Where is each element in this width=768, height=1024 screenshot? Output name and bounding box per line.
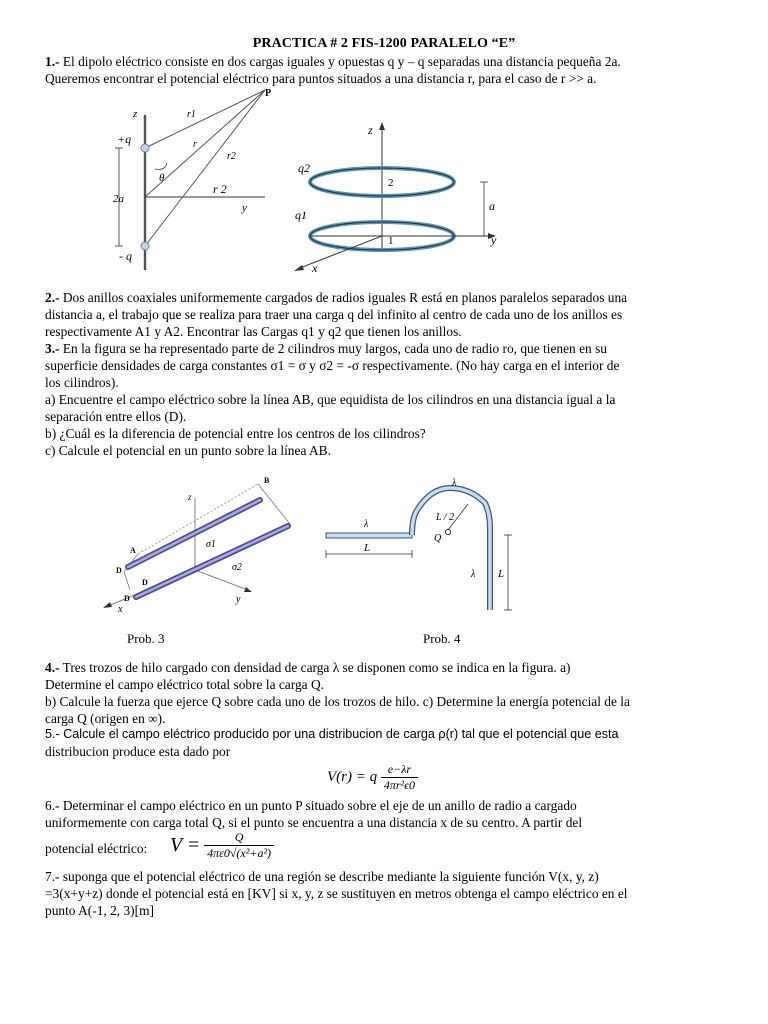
label-A: A	[130, 546, 136, 555]
dipole-figure	[105, 85, 280, 275]
label-a: a	[489, 199, 495, 213]
problem-2	[45, 289, 725, 340]
charged-wires-figure	[320, 478, 520, 618]
label-2a: 2a	[113, 193, 124, 205]
label-ring-1: 1	[388, 235, 394, 247]
label-z-3: z	[188, 492, 192, 502]
cylinders-figure	[100, 472, 310, 622]
coaxial-rings-figure	[290, 120, 515, 280]
label-r1: r1	[187, 109, 196, 120]
problem-7	[45, 868, 725, 919]
formula-5-fraction	[381, 762, 418, 793]
label-x-3: x	[118, 604, 123, 615]
problem-6	[45, 797, 725, 831]
problem-2-line-1: Dos anillos coaxiales uniformemente cargados de radios iguales R está en planos paralelos separados una	[59, 290, 628, 305]
problem-6-line-3: potencial eléctrico:	[45, 841, 148, 856]
problem-4-line-3: b) Calcule la fuerza que ejerce Q sobre cada uno de los trozos de hilo. c) Determine la energía potencial de la	[45, 694, 630, 709]
problem-5-cont	[45, 743, 725, 760]
label-plus-q: +q	[117, 132, 132, 146]
problem-2-line-2: distancia a, el trabajo que se realiza para traer una carga q del infinito al centro de cada uno de los anillos es	[45, 307, 623, 322]
problem-3-part-b: b) ¿Cuál es la diferencia de potencial entre los centros de los cilindros?	[45, 426, 426, 441]
label-lambda-left: λ	[364, 519, 369, 530]
label-q1: q1	[295, 208, 307, 222]
problem-4-number: 4.-	[45, 660, 60, 675]
label-y-2: y	[491, 233, 497, 247]
label-z: z	[133, 108, 138, 120]
label-L-half: L / 2	[436, 512, 455, 523]
formula-5-numerator: e−λr	[381, 762, 418, 778]
label-x-2: x	[312, 261, 318, 275]
problem-3-part-c: c) Calcule el potencial en un punto sobre la línea AB.	[45, 443, 331, 458]
label-r-2: r 2	[213, 182, 227, 196]
formula-6-denominator: 4πε0√(x²+a²)	[207, 846, 272, 860]
label-minus-q: - q	[119, 249, 132, 263]
problem-4-line-1: Tres trozos de hilo cargado con densidad de carga λ se disponen como se indica en la figura. a)	[59, 660, 571, 675]
problem-4	[45, 659, 725, 727]
label-D-1: D	[116, 566, 122, 575]
caption-prob-4: Prob. 4	[423, 631, 461, 646]
label-y-3: y	[236, 594, 241, 605]
page-title: PRACTICA # 2 FIS-1200 PARALELO “E”	[252, 36, 516, 51]
formula-potential-5	[327, 762, 418, 793]
problem-1-number: 1.-	[45, 54, 60, 69]
problem-5	[45, 726, 725, 743]
problem-4-line-4: carga Q (origen en ∞).	[45, 711, 166, 726]
formula-6-fraction	[204, 830, 274, 861]
problem-6-line-3-wrap	[45, 840, 147, 857]
formula-5-lhs: V(r) = q	[327, 769, 378, 785]
label-y: y	[242, 202, 247, 214]
label-sigma1: σ1	[206, 539, 216, 550]
problem-3	[45, 340, 725, 459]
label-D-2: D	[142, 578, 148, 587]
problem-2-line-3: respectivamente A1 y A2. Encontrar las Cargas q1 y q2 que tienen los anillos.	[45, 324, 462, 339]
label-lambda-right: λ	[471, 569, 476, 580]
label-r: r	[193, 139, 197, 150]
formula-6-lhs: V =	[170, 834, 201, 856]
problem-6-line-2: uniformemente con carga total Q, si el punto se encuentra a una distancia x de su centro. A partir del	[45, 815, 583, 830]
label-P: P	[265, 88, 272, 99]
label-theta: θ	[159, 172, 165, 184]
label-ring-2: 2	[388, 177, 394, 189]
problem-3-line-3: los cilindros).	[45, 375, 119, 390]
label-B: B	[264, 476, 270, 485]
problem-2-number: 2.-	[45, 290, 60, 305]
problem-6-line-1: 6.- Determinar el campo eléctrico en un punto P situado sobre el eje de un anillo de radio a cargado	[45, 798, 577, 813]
problem-7-line-2: =3(x+y+z) donde el potencial está en [KV] si x, y, z se sustituyen en metros obtenga el campo eléctrico en el	[45, 886, 628, 901]
problem-7-line-1: 7.- suponga que el potencial eléctrico de una región se describe mediante la siguiente función V(x, y, z)	[45, 869, 599, 884]
label-q2: q2	[298, 161, 310, 175]
problem-4-line-2: Determine el campo eléctrico total sobre la carga Q.	[45, 677, 324, 692]
label-sigma2: σ2	[232, 562, 242, 573]
label-L-right: L	[498, 568, 505, 580]
problem-1	[45, 53, 725, 87]
problem-1-line-1: El dipolo eléctrico consiste en dos cargas iguales y opuestas q y – q separadas una distancia pequeña 2a.	[59, 54, 621, 69]
problem-5-line-1: 5.- Calcule el campo eléctrico producido por una distribucion de carga ρ(r) tal que el potencial que esta	[45, 727, 619, 741]
label-lambda-top: λ	[452, 478, 457, 489]
problem-3-number: 3.-	[45, 341, 60, 356]
caption-prob-3: Prob. 3	[127, 631, 165, 646]
label-r2: r2	[227, 151, 236, 162]
problem-7-line-3: punto A(-1, 2, 3)[m]	[45, 903, 154, 918]
formula-5-denominator: 4πr²ϵ0	[383, 778, 415, 792]
label-D-3: D	[124, 594, 130, 603]
label-Q: Q	[434, 533, 442, 544]
problem-3-line-2: superficie densidades de carga constantes σ1 = σ y σ2 = -σ respectivamente. (No hay carga en el interior de	[45, 358, 620, 373]
formula-potential-6	[170, 830, 274, 861]
problem-3-part-a-line-2: separación entre ellos (D).	[45, 409, 187, 424]
formula-6-numerator: Q	[204, 830, 274, 846]
problem-1-line-2: Queremos encontrar el potencial eléctrico para puntos situados a una distancia r, para el caso de r >> a.	[45, 71, 597, 86]
problem-3-line-1: En la figura se ha representado parte de 2 cilindros muy largos, cada uno de radio ro, que tienen en su	[59, 341, 607, 356]
label-L-left: L	[364, 542, 371, 554]
problem-3-part-a-line-1: a) Encuentre el campo eléctrico sobre la línea AB, que equidista de los cilindros en una distancia igual a la	[45, 392, 616, 407]
problem-5-line-2: distribucion produce esta dado por	[45, 744, 231, 759]
label-z-2: z	[368, 123, 373, 137]
